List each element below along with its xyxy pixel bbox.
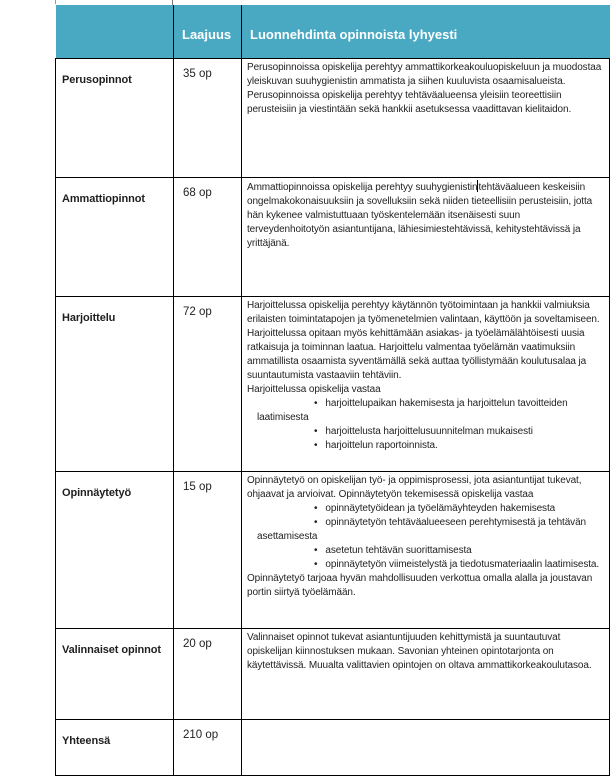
row-scope-cell[interactable]: [174, 720, 242, 776]
row-description-cell[interactable]: [242, 472, 610, 629]
row-scope: 210 op: [183, 729, 219, 741]
table-row-ammattiopinnot: [56, 178, 610, 297]
header-cell-description[interactable]: [242, 5, 610, 59]
header-label-description: Luonnehdinta opinnoista lyhyesti: [250, 27, 458, 42]
row-label-cell[interactable]: [56, 297, 174, 472]
header-label-laajuus: Laajuus: [182, 27, 232, 42]
row-label: Harjoittelu: [62, 312, 116, 324]
bullet-item: • opinnäytetyön viimeistelystä ja tiedotusmateriaalin laatimisesta.: [257, 558, 605, 572]
row-scope: 35 op: [183, 68, 212, 80]
text-after-cursor: tehtäväalueen keskeisiin ongelmakokonaisuuksiin ja sovelluksiin sekä niiden tieteellisiin perusteisiin, jotta hän kykenee valmistuttuaan työskentelemään itsenäisesti suun terveydenhoitotyön asiantuntijana, lähiesimiestehtävissä, kehitystehtävissä ja yrittäjänä.: [247, 182, 593, 249]
table-row-yhteensa: [56, 720, 610, 776]
row-scope: 72 op: [183, 306, 212, 318]
row-scope: 20 op: [183, 638, 212, 650]
row-description-cell[interactable]: [242, 629, 610, 720]
table-row-perusopinnot: [56, 59, 610, 178]
table-header-row: [56, 5, 610, 59]
description-paragraph: Harjoittelussa opiskelija perehtyy käytännön työtoimintaan ja hankkii valmiuksia erilaisten toimintatapojen ja työmenetelmien valintaan, käyttöön ja soveltamiseen. Harjoittelussa opitaan myös kehittämään asiakas- ja työelämälähtöisesti uusia ratkaisuja ja toiminnan laatua. Harjoittelu valmentaa työelämän vaatimuksiin ammatillista osaamista syventämällä sekä auttaa työllistymään koulutusalaa ja suuntautumista vastaaviin tehtäviin.: [247, 300, 600, 381]
curriculum-table: [55, 5, 610, 776]
table-row-harjoittelu: [56, 297, 610, 472]
row-label-cell[interactable]: [56, 472, 174, 629]
grid-tick: [55, 0, 56, 4]
row-scope-cell[interactable]: [174, 629, 242, 720]
row-label: Opinnäytetyö: [62, 487, 132, 499]
description-paragraph: [247, 180, 605, 251]
row-label: Perusopinnot: [62, 74, 132, 86]
row-label: Ammattiopinnot: [62, 193, 145, 205]
description-paragraph: Perusopinnoissa opiskelija perehtyy ammattikorkeakouluopiskeluun ja muodostaa yleiskuvan suuhygienistin ammatista ja siihen kuuluvista osaamisalueista. Perusopinnoissa opiskelija perehtyy tehtäväalueensa yleisiin teoreettisiin perusteisiin ja viestintään sekä hankkii asetuksessa vaadittavan kielitaidon.: [247, 62, 602, 115]
row-scope-cell[interactable]: [174, 297, 242, 472]
text-before-cursor: Ammattiopinnoissa opiskelija perehtyy suuhygienistin: [247, 182, 478, 193]
bullet-item: • opinnäytetyöidean ja työelämäyhteyden hakemisesta: [257, 502, 605, 516]
description-paragraph: Valinnaiset opinnot tukevat asiantuntijuuden kehittymistä ja suuntautuvat opiskelijan kiinnostuksen mukaan. Savonian yhteinen opintotarjonta on käytettävissä. Muualta valittavien opintojen on oltava ammattikorkeakoulutasoa.: [247, 632, 592, 671]
row-label-cell[interactable]: [56, 629, 174, 720]
table-row-opinnaytetyo: [56, 472, 610, 629]
row-label-cell[interactable]: [56, 720, 174, 776]
description-paragraph: Harjoittelussa opiskelija vastaa: [247, 384, 381, 395]
row-scope: 68 op: [183, 187, 212, 199]
row-description-cell[interactable]: [242, 178, 610, 297]
description-paragraph: Opinnäytetyö tarjoaa hyvän mahdollisuuden verkottua omalla alalla ja joustavan portin siirtyä työelämään.: [247, 573, 593, 598]
row-scope-cell[interactable]: [174, 472, 242, 629]
row-label: Yhteensä: [62, 735, 111, 747]
row-label-cell[interactable]: [56, 178, 174, 297]
row-label: Valinnaiset opinnot: [62, 644, 161, 656]
bullet-item: • opinnäytetyön tehtäväalueeseen perehtymisestä ja tehtävän asettamisesta: [257, 516, 605, 544]
header-cell-empty[interactable]: [56, 5, 174, 59]
bullet-item: • harjoittelun raportoinnista.: [257, 439, 605, 453]
bullet-item: • harjoittelusta harjoittelusuunnitelman mukaisesti: [257, 425, 605, 439]
bullet-item: • harjoittelupaikan hakemisesta ja harjoittelun tavoitteiden laatimisesta: [257, 397, 605, 425]
row-scope: 15 op: [183, 481, 212, 493]
bullet-item: • asetetun tehtävän suorittamisesta: [257, 544, 605, 558]
row-description-cell[interactable]: [242, 59, 610, 178]
row-scope-cell[interactable]: [174, 178, 242, 297]
header-cell-laajuus[interactable]: [174, 5, 242, 59]
row-label-cell[interactable]: [56, 59, 174, 178]
description-paragraph: Opinnäytetyö on opiskelijan työ- ja oppimisprosessi, jota asiantuntijat tukevat, ohjaavat ja arvioivat. Opinnäytetyön tekemisessä opiskelija vastaa: [247, 475, 582, 500]
row-description-cell[interactable]: [242, 720, 610, 776]
row-description-cell[interactable]: [242, 297, 610, 472]
row-scope-cell[interactable]: [174, 59, 242, 178]
table-row-valinnaiset-opinnot: [56, 629, 610, 720]
